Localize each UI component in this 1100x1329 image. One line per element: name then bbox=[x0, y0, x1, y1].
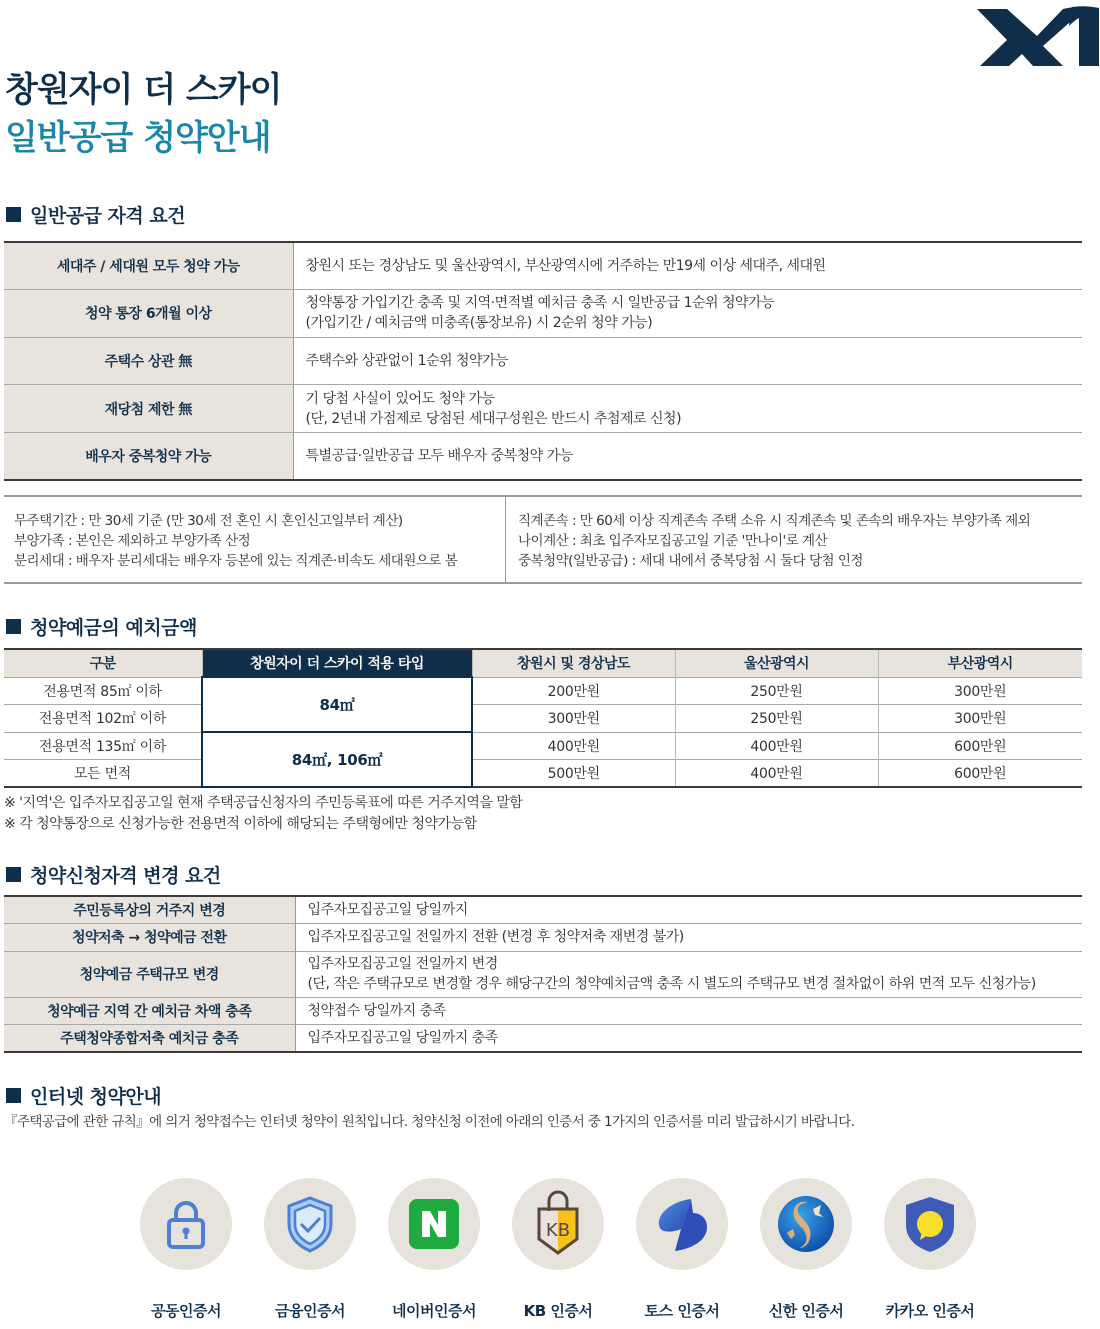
col-header: 부산광역시 bbox=[878, 649, 1082, 677]
page-title: 창원자이 더 스카이 bbox=[5, 70, 282, 110]
certificate-list bbox=[124, 1178, 992, 1321]
notes-right: 직계존속 : 만 60세 이상 직계존속 주택 소유 시 직계존속 및 존속의 배우자는 부양가족 제외 나이계산 : 최초 입주자모집공고일 기준 '만나이'로 계산 중복청약(일반공급) : 세대 내에서 중복당첨 시 둘다 당첨 인정 bbox=[518, 513, 1031, 569]
col-header-highlight: 창원자이 더 스카이 적용 타입 bbox=[202, 649, 472, 677]
row-value: 청약통장 가입기간 충족 및 지역·면적별 예치금 충족 시 일반공급 1순위 청약가능 (가입기간 / 예치금액 미충족(통장보유) 시 2순위 청약 가능) bbox=[293, 290, 1082, 338]
section-heading-eligibility: 일반공급 자격 요건 bbox=[6, 201, 185, 228]
bullet-square-icon bbox=[6, 619, 21, 634]
deposit-table bbox=[4, 648, 1082, 788]
cert-item-kb: KB KB 인증서 bbox=[496, 1178, 620, 1321]
table-header-row bbox=[4, 649, 1082, 677]
table-row bbox=[4, 385, 1082, 433]
row-value: 기 당첨 사실이 있어도 청약 가능 (단, 2년내 가점제로 당첨된 세대구성원은 반드시 추첨제로 신청) bbox=[293, 385, 1082, 433]
table-row bbox=[4, 242, 1082, 290]
row-label: 주택수 상관 無 bbox=[4, 337, 293, 385]
col-header: 구분 bbox=[4, 649, 202, 677]
svg-text:KB: KB bbox=[545, 1220, 571, 1241]
notes-left: 무주택기간 : 만 30세 기준 (만 30세 전 혼인 시 혼인신고일부터 계산) 부양가족 : 본인은 제외하고 부양가족 산정 분리세대 : 배우자 분리세대는 배우자 등본에 있는 직계존·비속도 세대원으로 봄 bbox=[4, 497, 506, 582]
section-heading-deposit: 청약예금의 예치금액 bbox=[6, 613, 197, 640]
col-header: 울산광역시 bbox=[675, 649, 878, 677]
row-label: 청약 통장 6개월 이상 bbox=[4, 290, 293, 338]
row-label: 배우자 중복청약 가능 bbox=[4, 432, 293, 480]
shinhan-icon bbox=[777, 1195, 835, 1253]
bullet-square-icon bbox=[6, 867, 21, 882]
page-subtitle: 일반공급 청약안내 bbox=[5, 118, 271, 158]
table-row: 청약예금 지역 간 예치금 차액 충족 청약접수 당일까지 충족 bbox=[4, 997, 1082, 1025]
table-row bbox=[4, 290, 1082, 338]
table-row: 전용면적 85㎡ 이하 84㎡ 200만원 250만원 300만원 bbox=[4, 677, 1082, 705]
row-value: 주택수와 상관없이 1순위 청약가능 bbox=[293, 337, 1082, 385]
xi-logo-icon bbox=[975, 6, 1100, 66]
internet-intro-text: 『주택공급에 관한 규칙』에 의거 청약접수는 인터넷 청약이 원칙입니다. 청약신청 이전에 아래의 인증서 중 1가지의 인증서를 미리 발급하시기 바랍니다. bbox=[4, 1114, 855, 1130]
section-heading-change: 청약신청자격 변경 요건 bbox=[6, 861, 221, 888]
section-heading-internet: 인터넷 청약안내 bbox=[6, 1082, 161, 1109]
applied-type-cell: 84㎡ bbox=[202, 677, 472, 732]
notes-box bbox=[4, 495, 1082, 584]
table-row: 전용면적 135㎡ 이하 84㎡, 106㎡ 400만원 400만원 600만원 bbox=[4, 732, 1082, 760]
table-row bbox=[4, 432, 1082, 480]
bullet-square-icon bbox=[6, 207, 21, 222]
footnote: ※ '지역'은 입주자모집공고일 현재 주택공급신청자의 주민등록표에 따른 거주지역을 말함 bbox=[4, 795, 523, 811]
lock-icon bbox=[159, 1197, 213, 1251]
cert-item-kakao: 카카오 인증서 bbox=[868, 1178, 992, 1321]
table-row: 청약저축 → 청약예금 전환 입주자모집공고일 전일까지 전환 (변경 후 청약저축 재변경 불가) bbox=[4, 924, 1082, 952]
naver-icon bbox=[408, 1198, 460, 1250]
row-label: 재당첨 제한 無 bbox=[4, 385, 293, 433]
toss-icon bbox=[651, 1193, 713, 1255]
applied-type-cell: 84㎡, 106㎡ bbox=[202, 732, 472, 787]
cert-item-naver: 네이버인증서 bbox=[372, 1178, 496, 1321]
cert-item-toss: 토스 인증서 bbox=[620, 1178, 744, 1321]
change-table bbox=[4, 895, 1082, 1053]
cert-item-shinhan: 신한 인증서 bbox=[744, 1178, 868, 1321]
shield-check-icon bbox=[283, 1194, 337, 1254]
table-row: 모든 면적 500만원 400만원 600만원 bbox=[4, 760, 1082, 788]
row-value: 창원시 또는 경상남도 및 울산광역시, 부산광역시에 거주하는 만19세 이상 세대주, 세대원 bbox=[293, 242, 1082, 290]
row-value: 특별공급·일반공급 모두 배우자 중복청약 가능 bbox=[305, 447, 573, 464]
row-label: 세대주 / 세대원 모두 청약 가능 bbox=[4, 242, 293, 290]
table-row: 주택청약종합저축 예치금 충족 입주자모집공고일 당일까지 충족 bbox=[4, 1025, 1082, 1053]
table-row: 전용면적 102㎡ 이하 300만원 250만원 300만원 bbox=[4, 705, 1082, 733]
cert-item-financial: 금융인증서 bbox=[248, 1178, 372, 1321]
kb-icon bbox=[533, 1189, 583, 1259]
bullet-square-icon bbox=[6, 1088, 21, 1103]
table-row: 청약예금 주택규모 변경 입주자모집공고일 전일까지 변경 (단, 작은 주택규모로 변경할 경우 해당구간의 청약예치금액 충족 시 별도의 주택규모 변경 절차없이 하위 면적 모두 신청가능) bbox=[4, 951, 1082, 997]
cert-item-joint: 공동인증서 bbox=[124, 1178, 248, 1321]
footnote: ※ 각 청약통장으로 신청가능한 전용면적 이하에 해당되는 주택형에만 청약가능함 bbox=[4, 816, 477, 832]
table-row bbox=[4, 337, 1082, 385]
col-header: 창원시 및 경상남도 bbox=[472, 649, 675, 677]
eligibility-table bbox=[4, 241, 1082, 481]
table-row: 주민등록상의 거주지 변경 입주자모집공고일 당일까지 bbox=[4, 896, 1082, 924]
kakao-icon bbox=[904, 1195, 956, 1253]
